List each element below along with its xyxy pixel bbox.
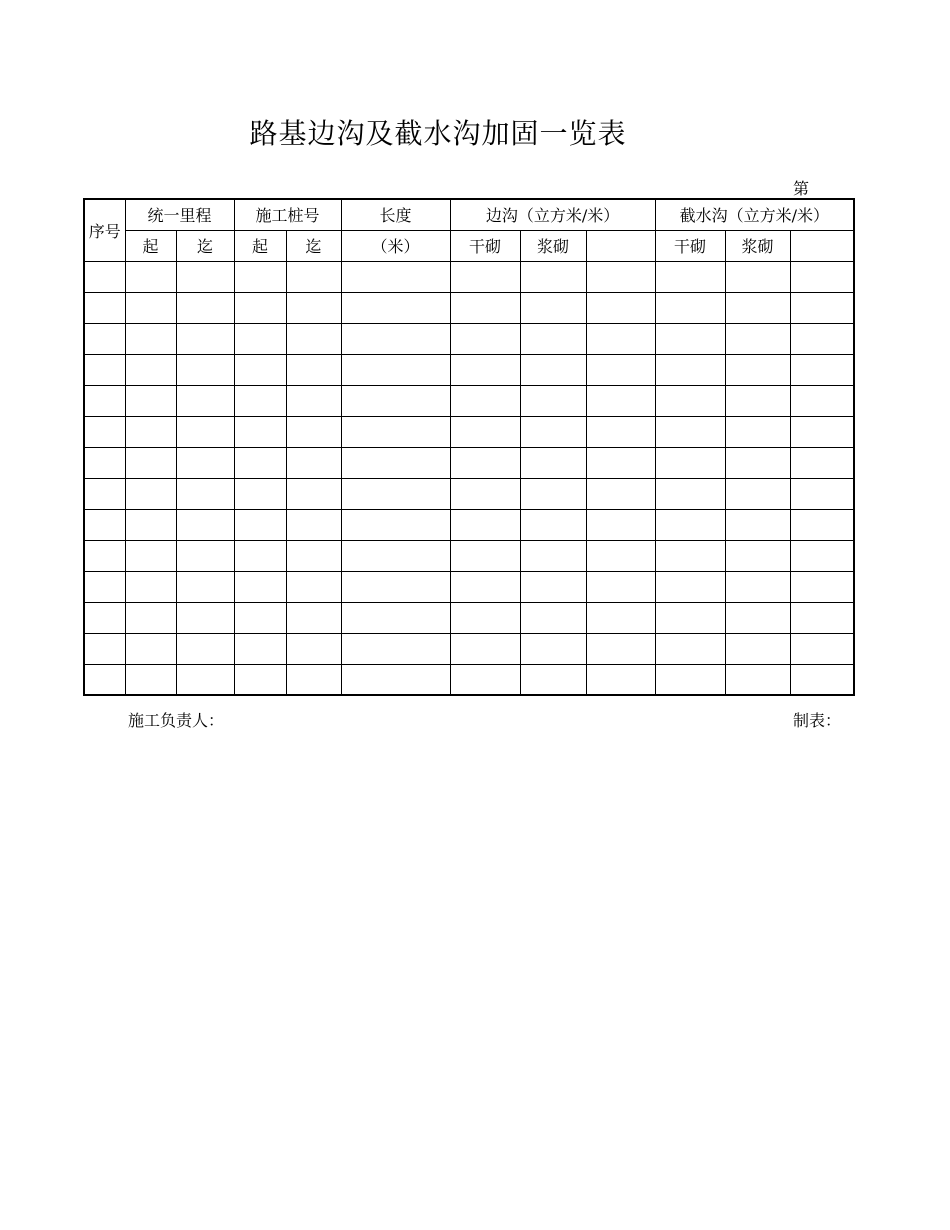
- table-cell[interactable]: [286, 385, 341, 416]
- table-cell[interactable]: [450, 540, 520, 571]
- table-cell[interactable]: [725, 323, 790, 354]
- table-cell[interactable]: [234, 478, 286, 509]
- table-cell[interactable]: [790, 323, 854, 354]
- table-cell[interactable]: [84, 633, 125, 664]
- table-cell[interactable]: [125, 385, 176, 416]
- header-length: 长度: [341, 199, 450, 230]
- table-cell[interactable]: [725, 540, 790, 571]
- table-cell[interactable]: [84, 509, 125, 540]
- table-row: [84, 664, 854, 695]
- table-cell[interactable]: [450, 416, 520, 447]
- table-cell[interactable]: [520, 261, 586, 292]
- table-cell[interactable]: [84, 664, 125, 695]
- table-cell[interactable]: [286, 447, 341, 478]
- table-cell[interactable]: [176, 633, 234, 664]
- table-cell[interactable]: [725, 354, 790, 385]
- table-cell[interactable]: [286, 571, 341, 602]
- table-row: [84, 292, 854, 323]
- header-row-1: [84, 199, 854, 230]
- table-cell[interactable]: [450, 385, 520, 416]
- table-row: [84, 571, 854, 602]
- table-cell[interactable]: [655, 385, 725, 416]
- table-cell[interactable]: [234, 509, 286, 540]
- table-cell[interactable]: [341, 261, 450, 292]
- table-cell[interactable]: [341, 540, 450, 571]
- table-cell[interactable]: [586, 540, 655, 571]
- table-cell[interactable]: [725, 478, 790, 509]
- table-cell[interactable]: [450, 447, 520, 478]
- table-cell[interactable]: [655, 602, 725, 633]
- header-intercept-blank: [790, 230, 854, 261]
- table-cell[interactable]: [655, 540, 725, 571]
- table-cell[interactable]: [176, 416, 234, 447]
- table-cell[interactable]: [790, 447, 854, 478]
- table-cell[interactable]: [125, 478, 176, 509]
- table-cell[interactable]: [84, 540, 125, 571]
- table-cell[interactable]: [125, 509, 176, 540]
- table-cell[interactable]: [520, 509, 586, 540]
- table-cell[interactable]: [790, 292, 854, 323]
- table-row: [84, 633, 854, 664]
- document-title: 路基边沟及截水沟加固一览表: [249, 117, 627, 150]
- table-cell[interactable]: [176, 385, 234, 416]
- table-cell[interactable]: [176, 509, 234, 540]
- table-cell[interactable]: [176, 354, 234, 385]
- table-cell[interactable]: [520, 633, 586, 664]
- table-row: [84, 323, 854, 354]
- header-stake-start: 起: [234, 230, 286, 261]
- table-cell[interactable]: [450, 509, 520, 540]
- table-cell[interactable]: [790, 664, 854, 695]
- table-cell[interactable]: [655, 447, 725, 478]
- table-cell[interactable]: [725, 602, 790, 633]
- table-cell[interactable]: [286, 633, 341, 664]
- table-cell[interactable]: [725, 664, 790, 695]
- table-cell[interactable]: [125, 602, 176, 633]
- table-cell[interactable]: [450, 664, 520, 695]
- table-cell[interactable]: [125, 571, 176, 602]
- table-cell[interactable]: [450, 571, 520, 602]
- table-cell[interactable]: [520, 354, 586, 385]
- table-row: [84, 540, 854, 571]
- table-row: [84, 602, 854, 633]
- table-cell[interactable]: [520, 447, 586, 478]
- table-cell[interactable]: [586, 633, 655, 664]
- table-cell[interactable]: [520, 571, 586, 602]
- table-cell[interactable]: [790, 354, 854, 385]
- header-intercept-dry: 干砌: [655, 230, 725, 261]
- table-cell[interactable]: [586, 323, 655, 354]
- table-cell[interactable]: [586, 354, 655, 385]
- table-cell[interactable]: [176, 571, 234, 602]
- table-cell[interactable]: [341, 354, 450, 385]
- table-cell[interactable]: [450, 292, 520, 323]
- table-cell[interactable]: [234, 354, 286, 385]
- table-cell[interactable]: [655, 509, 725, 540]
- table-cell[interactable]: [520, 602, 586, 633]
- table-cell[interactable]: [790, 385, 854, 416]
- table-cell[interactable]: [176, 540, 234, 571]
- table-cell[interactable]: [450, 323, 520, 354]
- table-row: [84, 261, 854, 292]
- table-cell[interactable]: [84, 385, 125, 416]
- table-cell[interactable]: [234, 664, 286, 695]
- header-stake-end: 迄: [286, 230, 341, 261]
- table-cell[interactable]: [655, 323, 725, 354]
- table-cell[interactable]: [655, 571, 725, 602]
- table-cell[interactable]: [125, 416, 176, 447]
- table-cell[interactable]: [234, 571, 286, 602]
- header-intercept-mortar: 浆砌: [725, 230, 790, 261]
- table-cell[interactable]: [586, 292, 655, 323]
- table-cell[interactable]: [520, 478, 586, 509]
- header-side-mortar: 浆砌: [520, 230, 586, 261]
- table-cell[interactable]: [520, 292, 586, 323]
- table-cell[interactable]: [84, 416, 125, 447]
- table-cell[interactable]: [176, 602, 234, 633]
- table-cell[interactable]: [234, 385, 286, 416]
- table-cell[interactable]: [84, 292, 125, 323]
- table-cell[interactable]: [520, 664, 586, 695]
- table-cell[interactable]: [725, 385, 790, 416]
- reinforcement-table: [83, 198, 855, 696]
- table-cell[interactable]: [84, 261, 125, 292]
- table-cell[interactable]: [84, 602, 125, 633]
- table-cell[interactable]: [286, 292, 341, 323]
- table-cell[interactable]: [84, 478, 125, 509]
- table-cell[interactable]: [125, 292, 176, 323]
- table-cell[interactable]: [234, 416, 286, 447]
- table-cell[interactable]: [341, 292, 450, 323]
- header-side-ditch: 边沟（立方米/米）: [450, 199, 655, 230]
- table-cell[interactable]: [655, 354, 725, 385]
- header-side-blank: [586, 230, 655, 261]
- header-construction-stake: 施工桩号: [234, 199, 341, 230]
- table-cell[interactable]: [790, 540, 854, 571]
- table-cell[interactable]: [234, 447, 286, 478]
- table-cell[interactable]: [450, 602, 520, 633]
- table-cell[interactable]: [286, 354, 341, 385]
- table-row: [84, 478, 854, 509]
- table-cell[interactable]: [341, 447, 450, 478]
- header-mileage-end: 迄: [176, 230, 234, 261]
- table-cell[interactable]: [84, 447, 125, 478]
- table-cell[interactable]: [520, 385, 586, 416]
- table-cell[interactable]: [125, 447, 176, 478]
- table-cell[interactable]: [790, 633, 854, 664]
- table-cell[interactable]: [725, 447, 790, 478]
- table-cell[interactable]: [725, 633, 790, 664]
- table-cell[interactable]: [586, 602, 655, 633]
- table-cell[interactable]: [520, 416, 586, 447]
- table-cell[interactable]: [234, 261, 286, 292]
- table-cell[interactable]: [655, 633, 725, 664]
- table-cell[interactable]: [725, 509, 790, 540]
- table-cell[interactable]: [725, 571, 790, 602]
- table-cell[interactable]: [450, 478, 520, 509]
- table-cell[interactable]: [341, 571, 450, 602]
- table-cell[interactable]: [520, 323, 586, 354]
- table-cell[interactable]: [341, 602, 450, 633]
- table-cell[interactable]: [286, 323, 341, 354]
- table-cell[interactable]: [790, 509, 854, 540]
- construction-lead-label: 施工负责人：: [128, 711, 225, 730]
- table-cell[interactable]: [176, 323, 234, 354]
- header-unified-mileage: 统一里程: [125, 199, 234, 230]
- table-cell[interactable]: [234, 633, 286, 664]
- table-cell[interactable]: [176, 261, 234, 292]
- table-cell[interactable]: [286, 261, 341, 292]
- table-cell[interactable]: [520, 540, 586, 571]
- table-cell[interactable]: [655, 261, 725, 292]
- table-cell[interactable]: [790, 571, 854, 602]
- table-cell[interactable]: [176, 664, 234, 695]
- table-cell[interactable]: [341, 509, 450, 540]
- table-row: [84, 447, 854, 478]
- table-row: [84, 385, 854, 416]
- table-cell[interactable]: [84, 571, 125, 602]
- table-cell[interactable]: [725, 261, 790, 292]
- table-cell[interactable]: [655, 664, 725, 695]
- table-cell[interactable]: [341, 478, 450, 509]
- table-cell[interactable]: [125, 633, 176, 664]
- table-cell[interactable]: [790, 261, 854, 292]
- header-length-unit: （米）: [341, 230, 450, 261]
- table-cell[interactable]: [84, 323, 125, 354]
- table-cell[interactable]: [341, 323, 450, 354]
- table-cell[interactable]: [586, 261, 655, 292]
- table-cell[interactable]: [586, 664, 655, 695]
- table-cell[interactable]: [655, 478, 725, 509]
- table-cell[interactable]: [790, 416, 854, 447]
- table-cell[interactable]: [125, 354, 176, 385]
- table-cell[interactable]: [586, 571, 655, 602]
- table-cell[interactable]: [234, 323, 286, 354]
- header-seq: 序号: [84, 199, 125, 261]
- table-cell[interactable]: [234, 292, 286, 323]
- table-cell[interactable]: [286, 416, 341, 447]
- table-row: [84, 509, 854, 540]
- table-cell[interactable]: [286, 664, 341, 695]
- table-cell[interactable]: [84, 354, 125, 385]
- table-cell[interactable]: [176, 447, 234, 478]
- table-cell[interactable]: [234, 602, 286, 633]
- header-mileage-start: 起: [125, 230, 176, 261]
- table-cell[interactable]: [286, 478, 341, 509]
- table-cell[interactable]: [125, 540, 176, 571]
- table-cell[interactable]: [725, 416, 790, 447]
- table-cell[interactable]: [586, 385, 655, 416]
- header-row-2: [84, 230, 854, 261]
- table-cell[interactable]: [286, 509, 341, 540]
- table-cell[interactable]: [341, 633, 450, 664]
- header-side-dry: 干砌: [450, 230, 520, 261]
- table-cell[interactable]: [655, 292, 725, 323]
- table-cell[interactable]: [341, 385, 450, 416]
- table-cell[interactable]: [586, 447, 655, 478]
- table-cell[interactable]: [450, 354, 520, 385]
- table-cell[interactable]: [125, 323, 176, 354]
- prepared-by-label: 制表：: [793, 711, 842, 730]
- table-cell[interactable]: [790, 478, 854, 509]
- table-cell[interactable]: [286, 602, 341, 633]
- table-cell[interactable]: [286, 540, 341, 571]
- page-label: 第: [793, 179, 810, 198]
- table-cell[interactable]: [341, 664, 450, 695]
- table-cell[interactable]: [176, 478, 234, 509]
- table-cell[interactable]: [450, 633, 520, 664]
- table-cell[interactable]: [125, 664, 176, 695]
- table-cell[interactable]: [125, 261, 176, 292]
- table-cell[interactable]: [341, 416, 450, 447]
- table-cell[interactable]: [655, 416, 725, 447]
- table-row: [84, 354, 854, 385]
- table-cell[interactable]: [450, 261, 520, 292]
- table-cell[interactable]: [176, 292, 234, 323]
- table-cell[interactable]: [586, 509, 655, 540]
- table-cell[interactable]: [790, 602, 854, 633]
- table-cell[interactable]: [725, 292, 790, 323]
- header-intercept-ditch: 截水沟（立方米/米）: [655, 199, 854, 230]
- table-cell[interactable]: [234, 540, 286, 571]
- table-cell[interactable]: [586, 416, 655, 447]
- table-cell[interactable]: [586, 478, 655, 509]
- table-row: [84, 416, 854, 447]
